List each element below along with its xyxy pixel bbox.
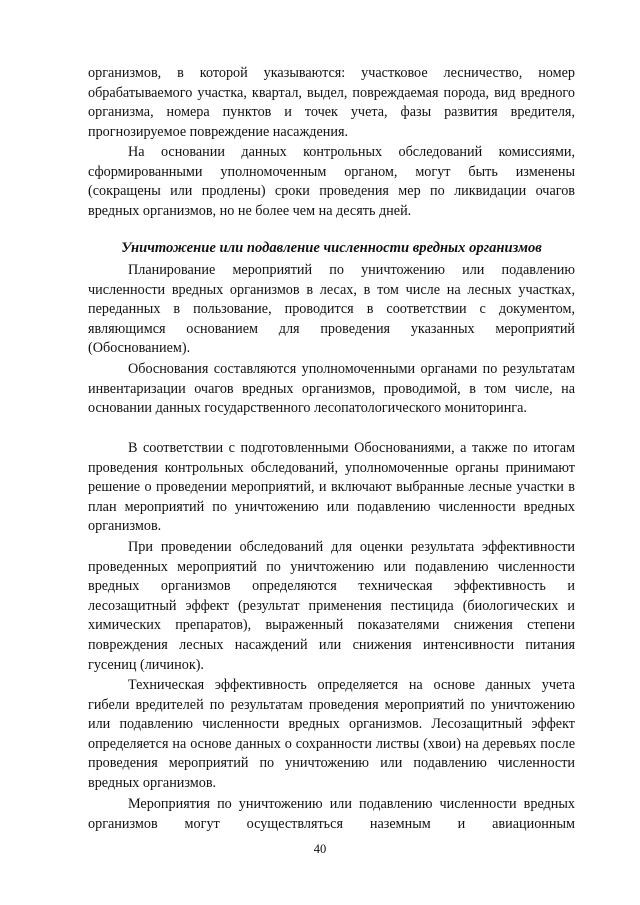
paragraph-planning: Планирование мероприятий по уничтожению или подавлению численности вредных организмов в лесах, в том числе на лесных участках, переданных в пользование, проводится в соответствии с документом, являющимся основанием для проведения указанных мероприятий (Обоснованием).	[88, 262, 575, 357]
paragraph-measures-methods: Мероприятия по уничтожению или подавлению численности вредных организмов могут осуществляться наземным и авиационным	[88, 796, 575, 832]
paragraph-efficiency-assessment: При проведении обследований для оценки результата эффективности проведенных мероприятий по уничтожению или подавлению численности вредных организмов определяются техническая эффективность и лесозащитный эффект (результат применения пестицида (биологических и химических препаратов), выраженный показателями снижения степени повреждения лесных насаждений или снижения интенсивности питания гусениц (личинок).	[88, 539, 575, 673]
section-heading: Уничтожение или подавление численности вредных организмов	[121, 240, 542, 256]
paragraph-deadline-changes: На основании данных контрольных обследований комиссиями, сформированными уполномоченным органом, могут быть изменены (сокращены или продлены) сроки проведения мер по ликвидации очагов вредных организмов, но не более чем на десять дней.	[88, 144, 575, 219]
paragraph-justifications: Обоснования составляются уполномоченными органами по результатам инвентаризации очагов вредных организмов, проводимой, в том числе, на основании данных государственного лесопатологического мониторинга.	[88, 361, 575, 417]
paragraph-decision: В соответствии с подготовленными Обоснованиями, а также по итогам проведения контрольных обследований, уполномоченные органы принимают решение о проведении мероприятий, и включают выбранные лесные участки в план мероприятий по уничтожению или подавлению численности вредных организмов.	[88, 440, 575, 535]
paragraph-pest-record-fields: организмов, в которой указываются: участковое лесничество, номер обрабатываемого участка, квартал, выдел, повреждаемая порода, вид вредного организма, номера пунктов и точек учета, фазы развития вредителя, прогнозируемое повреждение насаждения.	[88, 65, 575, 140]
page-number: 40	[313, 842, 327, 856]
paragraph-technical-efficiency: Техническая эффективность определяется на основе данных учета гибели вредителей по результатам проведения мероприятий по уничтожению или подавлению численности вредных организмов. Лесозащитный эффект определяется на основе данных о сохранности листвы (хвои) на деревьях после проведения мероприятий по уничтожению или подавлению численности вредных организмов.	[88, 677, 575, 791]
